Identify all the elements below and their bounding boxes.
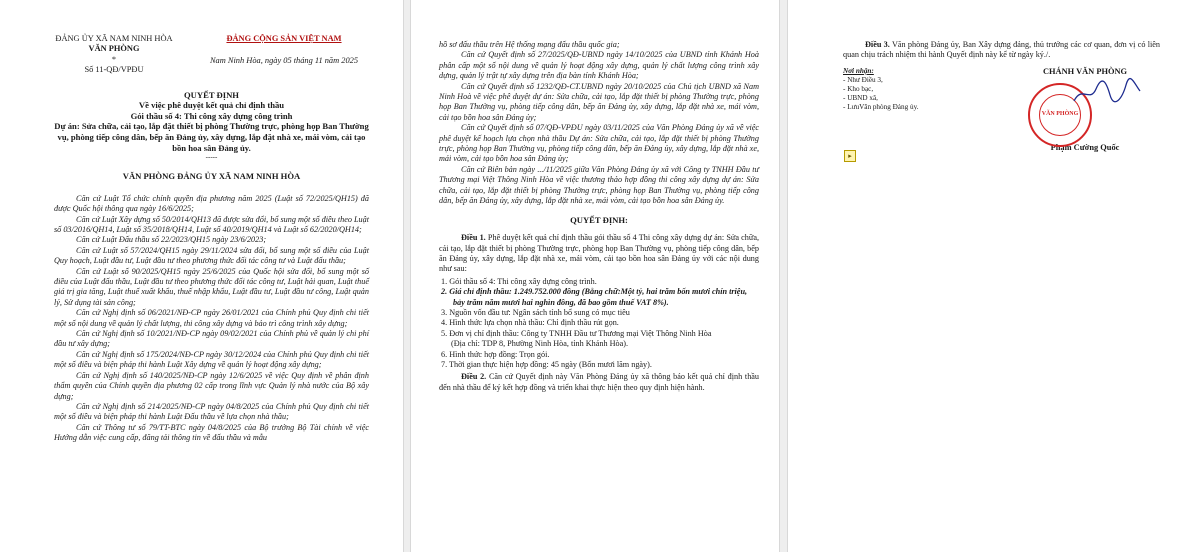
signer-name: Phạm Cường Quốc (1050, 142, 1120, 152)
legal-basis-item: Căn cứ Luật số 57/2024/QH15 ngày 29/11/2024 sửa đổi, bổ sung một số điều của Luật Quy hoạch, Luật đầu tư, Luật đầu tư theo phương thức đối tác công tư và Luật đấu thầu; (54, 245, 369, 266)
star-mark: * (111, 54, 117, 64)
article-1-text: Phê duyệt kết quả chỉ định thầu gói thầu số 4 Thi công xây dựng dự án: Sửa chữa, cải tạo, lắp đặt thiết bị phòng Thường trực, phòng họp Ban Thường vụ, phòng tiếp công dân, bếp ăn Đảng ủy, xây dựng, lắp đặt nhà xe, mái vòm, cải tạo bồn hoa sân Đảng ủy với các nội dung như sau: (439, 233, 760, 274)
title-divider: ----- (205, 153, 218, 162)
legal-basis-item: Căn cứ Quyết định số 1232/QĐ-CT.UBND ngày 20/10/2025 của Chủ tịch UBND xã Nam Ninh Hoà về việc phê duyệt dự án: Sửa chữa, cải tạo, lắp đặt thiết bị phòng Thường trực, phòng họp Ban Thường vụ, phòng tiếp công dân, bếp ăn Đảng ủy, xây dựng, lắp đặt nhà xe, mái vòm, cải tạo bồn hoa sân Đảng ủy; (439, 81, 759, 122)
recipient-item: - UBND xã, (843, 93, 878, 102)
legal-basis-continued (439, 40, 759, 207)
legal-basis-item: Căn cứ Luật Tổ chức chính quyền địa phương năm 2025 (Luật số 72/2025/QH15) đã được Quốc hội thông qua ngày 16/6/2025; (54, 193, 369, 214)
recipient-item: - Kho bạc, (843, 84, 874, 93)
signature-scribble-icon (1072, 77, 1142, 107)
issuing-org: ĐẢNG ỦY XÃ NAM NINH HÒA (55, 34, 173, 43)
document-date: Nam Ninh Hòa, ngày 05 tháng 11 năm 2025 (209, 56, 359, 66)
article-1-item: 4. Hình thức lựa chọn nhà thầu: Chỉ định thầu rút gọn. (441, 318, 619, 328)
signer-area (1010, 67, 1160, 152)
decision-subtitle-2: Gói thầu số 4: Thi công xây dựng công trình (130, 110, 293, 121)
legal-basis-item: Căn cứ Quyết định số 07/QĐ-VPĐU ngày 03/11/2025 của Văn Phòng Đảng ủy xã về việc phê duyệt kế hoạch lựa chọn nhà thầu Dự án: Sửa chữa, cải tạo, lắp đặt thiết bị phòng Thường trực, phòng họp Ban Thường vụ, phòng tiếp công dân, bếp ăn Đảng ủy, xây dựng, lắp đặt nhà xe, mái vòm, cải tạo bồn hoa sân Đảng ủy; (439, 123, 759, 164)
page-gap (780, 0, 787, 552)
legal-basis-item: Căn cứ Nghị định số 140/2025/NĐ-CP ngày 12/6/2025 về việc Quy định về phân định thẩm quyền của Chính quyền địa phương 02 cấp trong lĩnh vực Quản lý nhà nước của Bộ xây dựng; (54, 370, 369, 401)
article-1-item: (Địa chỉ: TDP 8, Phường Ninh Hòa, tỉnh Khánh Hòa). (451, 339, 629, 349)
article-2 (439, 372, 759, 393)
article-1 (439, 233, 759, 275)
article-1-item: 5. Đơn vị chỉ định thầu: Công ty TNHH Đầu tư Thương mại Việt Thông Ninh Hòa (441, 328, 712, 338)
forward-marker-icon[interactable]: ▸ (844, 150, 856, 162)
article-3-text: Văn phòng Đảng ủy, Ban Xây dựng đảng, thủ trưởng các cơ quan, đơn vị có liên quan chịu trách nhiệm thi hành Quyết định này kể từ ngày ký./. (843, 40, 1160, 60)
article-1-item: 3. Nguồn vốn đầu tư: Ngân sách tỉnh bổ sung có mục tiêu (441, 307, 630, 317)
document-page-1 (0, 0, 404, 552)
stamp-center: VĂN PHÒNG (1039, 94, 1081, 136)
legal-basis-item: Căn cứ Nghị định số 214/2025/NĐ-CP ngày 04/8/2025 của Chính phủ Quy định chi tiết một số điều và biện pháp thi hành Luật Đấu thầu về lựa chọn nhà thầu; (54, 401, 369, 422)
decision-heading: QUYẾT ĐỊNH: (570, 214, 628, 225)
article-1-item: 7. Thời gian thực hiện hợp đồng: 45 ngày (Bốn mươi lăm ngày). (441, 359, 652, 369)
legal-basis-item: Căn cứ Luật Đấu thầu số 22/2023/QH15 ngày 23/6/2023; (76, 235, 267, 245)
signature-block (843, 67, 1160, 152)
article-3-label: Điều 3. (865, 40, 890, 49)
article-1-item: 6. Hình thức hợp đồng: Trọn gói. (441, 349, 550, 359)
document-number: Số 11-QĐ/VPĐU (84, 65, 144, 75)
article-1-item: 2. Giá chỉ định thầu: 1.249.752.000 đồng (Bằng chữ:Một tỷ, hai trăm bốn mươi chín triệu, bảy trăm năm mươi hai nghìn đồng, đã bao gồm thuế VAT 8%). (441, 287, 748, 307)
legal-basis-item: Căn cứ Biên bản ngày .../11/2025 giữa Văn Phòng Đảng ủy xã với Công ty TNHH Đầu tư Thương mại Việt Thông Ninh Hòa về việc thương thảo hợp đồng thi công xây dựng dự án: Sửa chữa, cải tạo, lắp đặt thiết bị phòng Thường trực, phòng họp Ban Thường vụ, phòng tiếp công dân, bếp ăn Đảng ủy, xây dựng, lắp đặt nhà xe, mái vòm, cải tạo bồn hoa sân Đảng ủy. (439, 164, 759, 206)
legal-basis-item: Căn cứ Nghị định số 10/2021/NĐ-CP ngày 09/02/2021 của Chính phủ về quản lý chi phí đầu tư xây dựng; (54, 329, 369, 349)
article-2-label: Điều 2. (461, 372, 487, 382)
document-page-2 (410, 0, 780, 552)
signer-position: CHÁNH VĂN PHÒNG (1042, 66, 1128, 76)
article-1-item: 1. Gói thầu số 4: Thi công xây dựng công trình. (441, 276, 597, 286)
legal-basis-item: Căn cứ Nghị định số 175/2024/NĐ-CP ngày 30/12/2024 của Chính phủ Quy định chi tiết một số điều và biện pháp thi hành Luật Xây dựng về quản lý hoạt động xây dựng; (54, 349, 369, 370)
legal-basis-item: Căn cứ Thông tư số 79/TT-BTC ngày 04/8/2025 của Bộ trưởng Bộ Tài chính về việc Hướng dẫn việc cung cấp, đăng tải thông tin về đấu thầu và mẫu (54, 422, 369, 443)
legal-basis-item: hồ sơ đấu thầu trên Hệ thống mạng đấu thầu quốc gia; (439, 40, 620, 49)
recipient-item: - Như Điều 3, (843, 75, 883, 84)
decision-subtitle-3: Dự án: Sửa chữa, cải tạo, lắp đặt thiết bị phòng Thường trực, phòng họp Ban Thường vụ, phòng tiếp công dân, bếp ăn Đảng ủy, xây dựng, lắp đặt nhà xe, mái vòm, cải tạo bồn hoa sân Đảng ủy. (54, 121, 369, 153)
legal-basis-item: Căn cứ Luật Xây dựng số 50/2014/QH13 đã được sửa đổi, bổ sung một số điều theo Luật số 03/2016/QH14, Luật số 35/2018/QH14, Luật số 40/2019/QH14 và Luật số 62/2020/QH14; (54, 214, 369, 234)
decision-title: QUYẾT ĐỊNH (184, 89, 239, 100)
recipient-item: - LưuVăn phòng Đảng ủy. (843, 102, 919, 111)
article-1-label: Điều 1. (461, 233, 486, 243)
article-2-text: Căn cứ Quyết định này Văn Phòng Đảng ủy xã thông báo kết quả chỉ định thầu đến nhà thầu để ký kết hợp đồng và triển khai thực hiện theo quy định hiện hành. (439, 372, 760, 392)
decision-subtitle-1: Về việc phê duyệt kết quả chỉ định thầu (138, 100, 285, 111)
document-page-3 (787, 0, 1200, 552)
article-1-items (439, 277, 759, 371)
office-name: VĂN PHÒNG (88, 44, 140, 54)
recipients (843, 67, 963, 152)
legal-basis-item: Căn cứ Luật số 90/2025/QH15 ngày 25/6/2025 của Quốc hội sửa đổi, bổ sung một số điều của Luật đấu thầu, Luật đầu tư theo phương thức đối tác công tư, Luật hải quan, Luật thuế giá trị gia tăng, Luật thuế xuất khẩu, thuế nhập khẩu, Luật đầu tư, Luật đầu tư công, Luật quản lý, Sử dụng tài sản công; (54, 266, 369, 307)
legal-basis-item: Căn cứ Nghị định số 06/2021/NĐ-CP ngày 26/01/2021 của Chính phủ Quy định chi tiết một số nội dung về quản lý chất lượng, thi công xây dựng và bảo trì công trình xây dựng; (54, 308, 369, 328)
recipients-title: Nơi nhận: (843, 66, 874, 75)
issuer-heading: VĂN PHÒNG ĐẢNG ỦY XÃ NAM NINH HÒA (122, 171, 301, 182)
article-3 (843, 40, 1160, 61)
party-name: ĐẢNG CỘNG SẢN VIỆT NAM (226, 34, 342, 43)
decision-title-block (54, 90, 369, 162)
legal-basis-item: Căn cứ Quyết định số 27/2025/QĐ-UBND ngày 14/10/2025 của UBND tỉnh Khánh Hoà phân cấp một số nội dung về quản lý hoạt động xây dựng, quản lý chất lượng công trình xây dựng, quản lý trật tự xây dựng trên địa bàn tỉnh Khánh Hòa; (439, 50, 759, 81)
legal-basis-list (54, 194, 369, 444)
document-header (54, 34, 369, 76)
